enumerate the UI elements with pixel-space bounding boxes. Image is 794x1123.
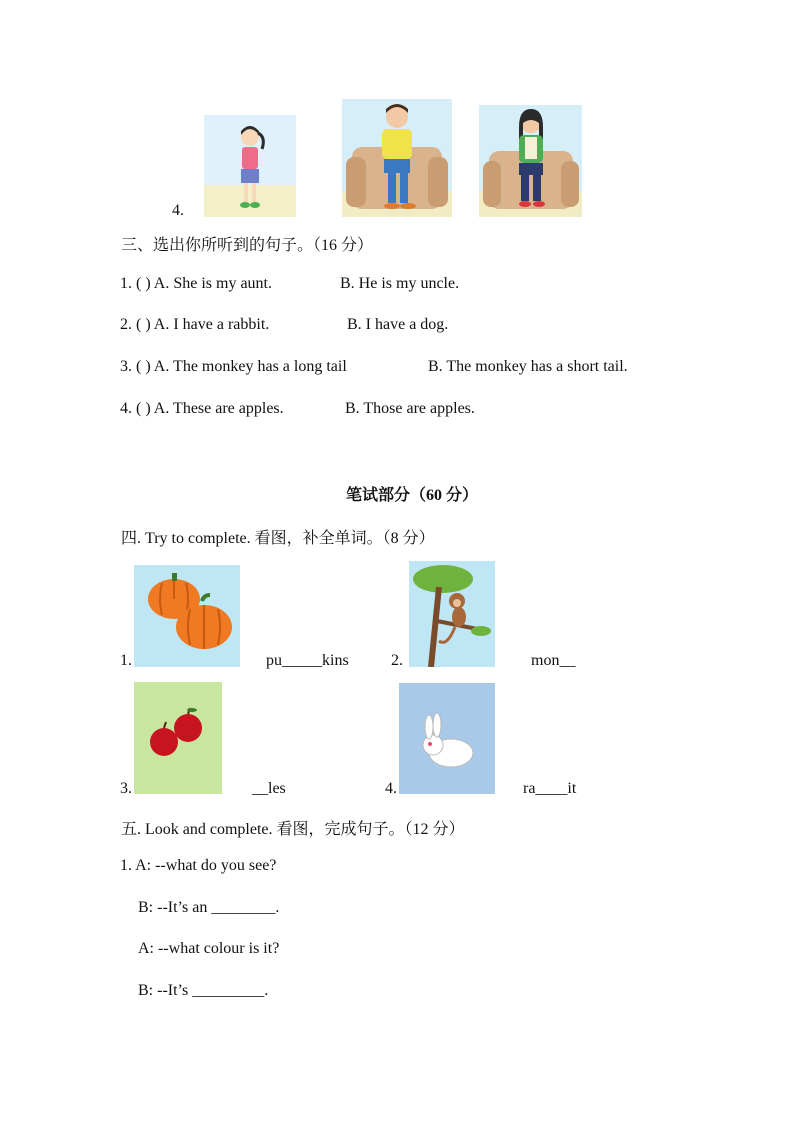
option-a: A. She is my aunt. xyxy=(153,275,272,292)
option-a: A. I have a rabbit. xyxy=(153,316,270,333)
item4-number: 4. xyxy=(172,202,184,219)
listening-item-1-option-b: B. He is my uncle. xyxy=(340,275,460,292)
answer-paren[interactable]: ( ) xyxy=(136,275,151,292)
item-number: 2. xyxy=(120,316,132,333)
answer-paren[interactable]: ( ) xyxy=(136,316,151,333)
word-item-4-number: 4. xyxy=(385,780,397,797)
answer-paren[interactable]: ( ) xyxy=(136,400,151,417)
section5-heading: 五. Look and complete. 看图，完成句子。（12 分） xyxy=(121,821,465,838)
word-item-1-number: 1. xyxy=(120,652,132,669)
dialogue-line-2[interactable]: B: --It’s an ________. xyxy=(138,899,280,916)
monkey-picture-icon xyxy=(409,561,495,667)
item-number: 1. xyxy=(120,275,132,292)
girl-picture-icon xyxy=(204,115,296,217)
item-number: 3. xyxy=(120,358,132,375)
option-a: A. The monkey has a long tail xyxy=(153,358,347,375)
word-item-3-number: 3. xyxy=(120,780,132,797)
listening-item-2 xyxy=(120,316,269,334)
word-blank-3[interactable]: __les xyxy=(252,780,286,797)
dialogue-line-4[interactable]: B: --It’s _________. xyxy=(138,982,269,999)
dialogue-line-3: A: --what colour is it? xyxy=(138,940,280,957)
woman-on-sofa-picture-icon xyxy=(479,105,582,217)
word-blank-1[interactable]: pu_____kins xyxy=(266,652,349,669)
item-number: 4. xyxy=(120,400,132,417)
listening-item-4 xyxy=(120,400,284,418)
listening-item-4-option-b: B. Those are apples. xyxy=(345,400,475,417)
listening-item-3 xyxy=(120,358,347,376)
word-item-2-number: 2. xyxy=(391,652,403,669)
dialogue-line-1: 1. A: --what do you see? xyxy=(120,857,277,874)
word-blank-4[interactable]: ra____it xyxy=(523,780,577,797)
pumpkins-picture-icon xyxy=(134,565,240,667)
answer-paren[interactable]: ( ) xyxy=(136,358,151,375)
section4-heading: 四. Try to complete. 看图，补全单词。（8 分） xyxy=(121,530,435,547)
word-blank-2[interactable]: mon__ xyxy=(531,652,576,669)
written-section-title: 笔试部分（60 分） xyxy=(346,487,479,504)
listening-item-1 xyxy=(120,275,272,293)
apples-picture-icon xyxy=(134,682,222,794)
listening-item-2-option-b: B. I have a dog. xyxy=(347,316,449,333)
option-a: A. These are apples. xyxy=(153,400,284,417)
listening-item-3-option-b: B. The monkey has a short tail. xyxy=(428,358,628,375)
section3-heading: 三、选出你所听到的句子。（16 分） xyxy=(121,237,374,254)
man-on-sofa-picture-icon xyxy=(342,99,452,217)
rabbit-picture-icon xyxy=(399,683,495,794)
